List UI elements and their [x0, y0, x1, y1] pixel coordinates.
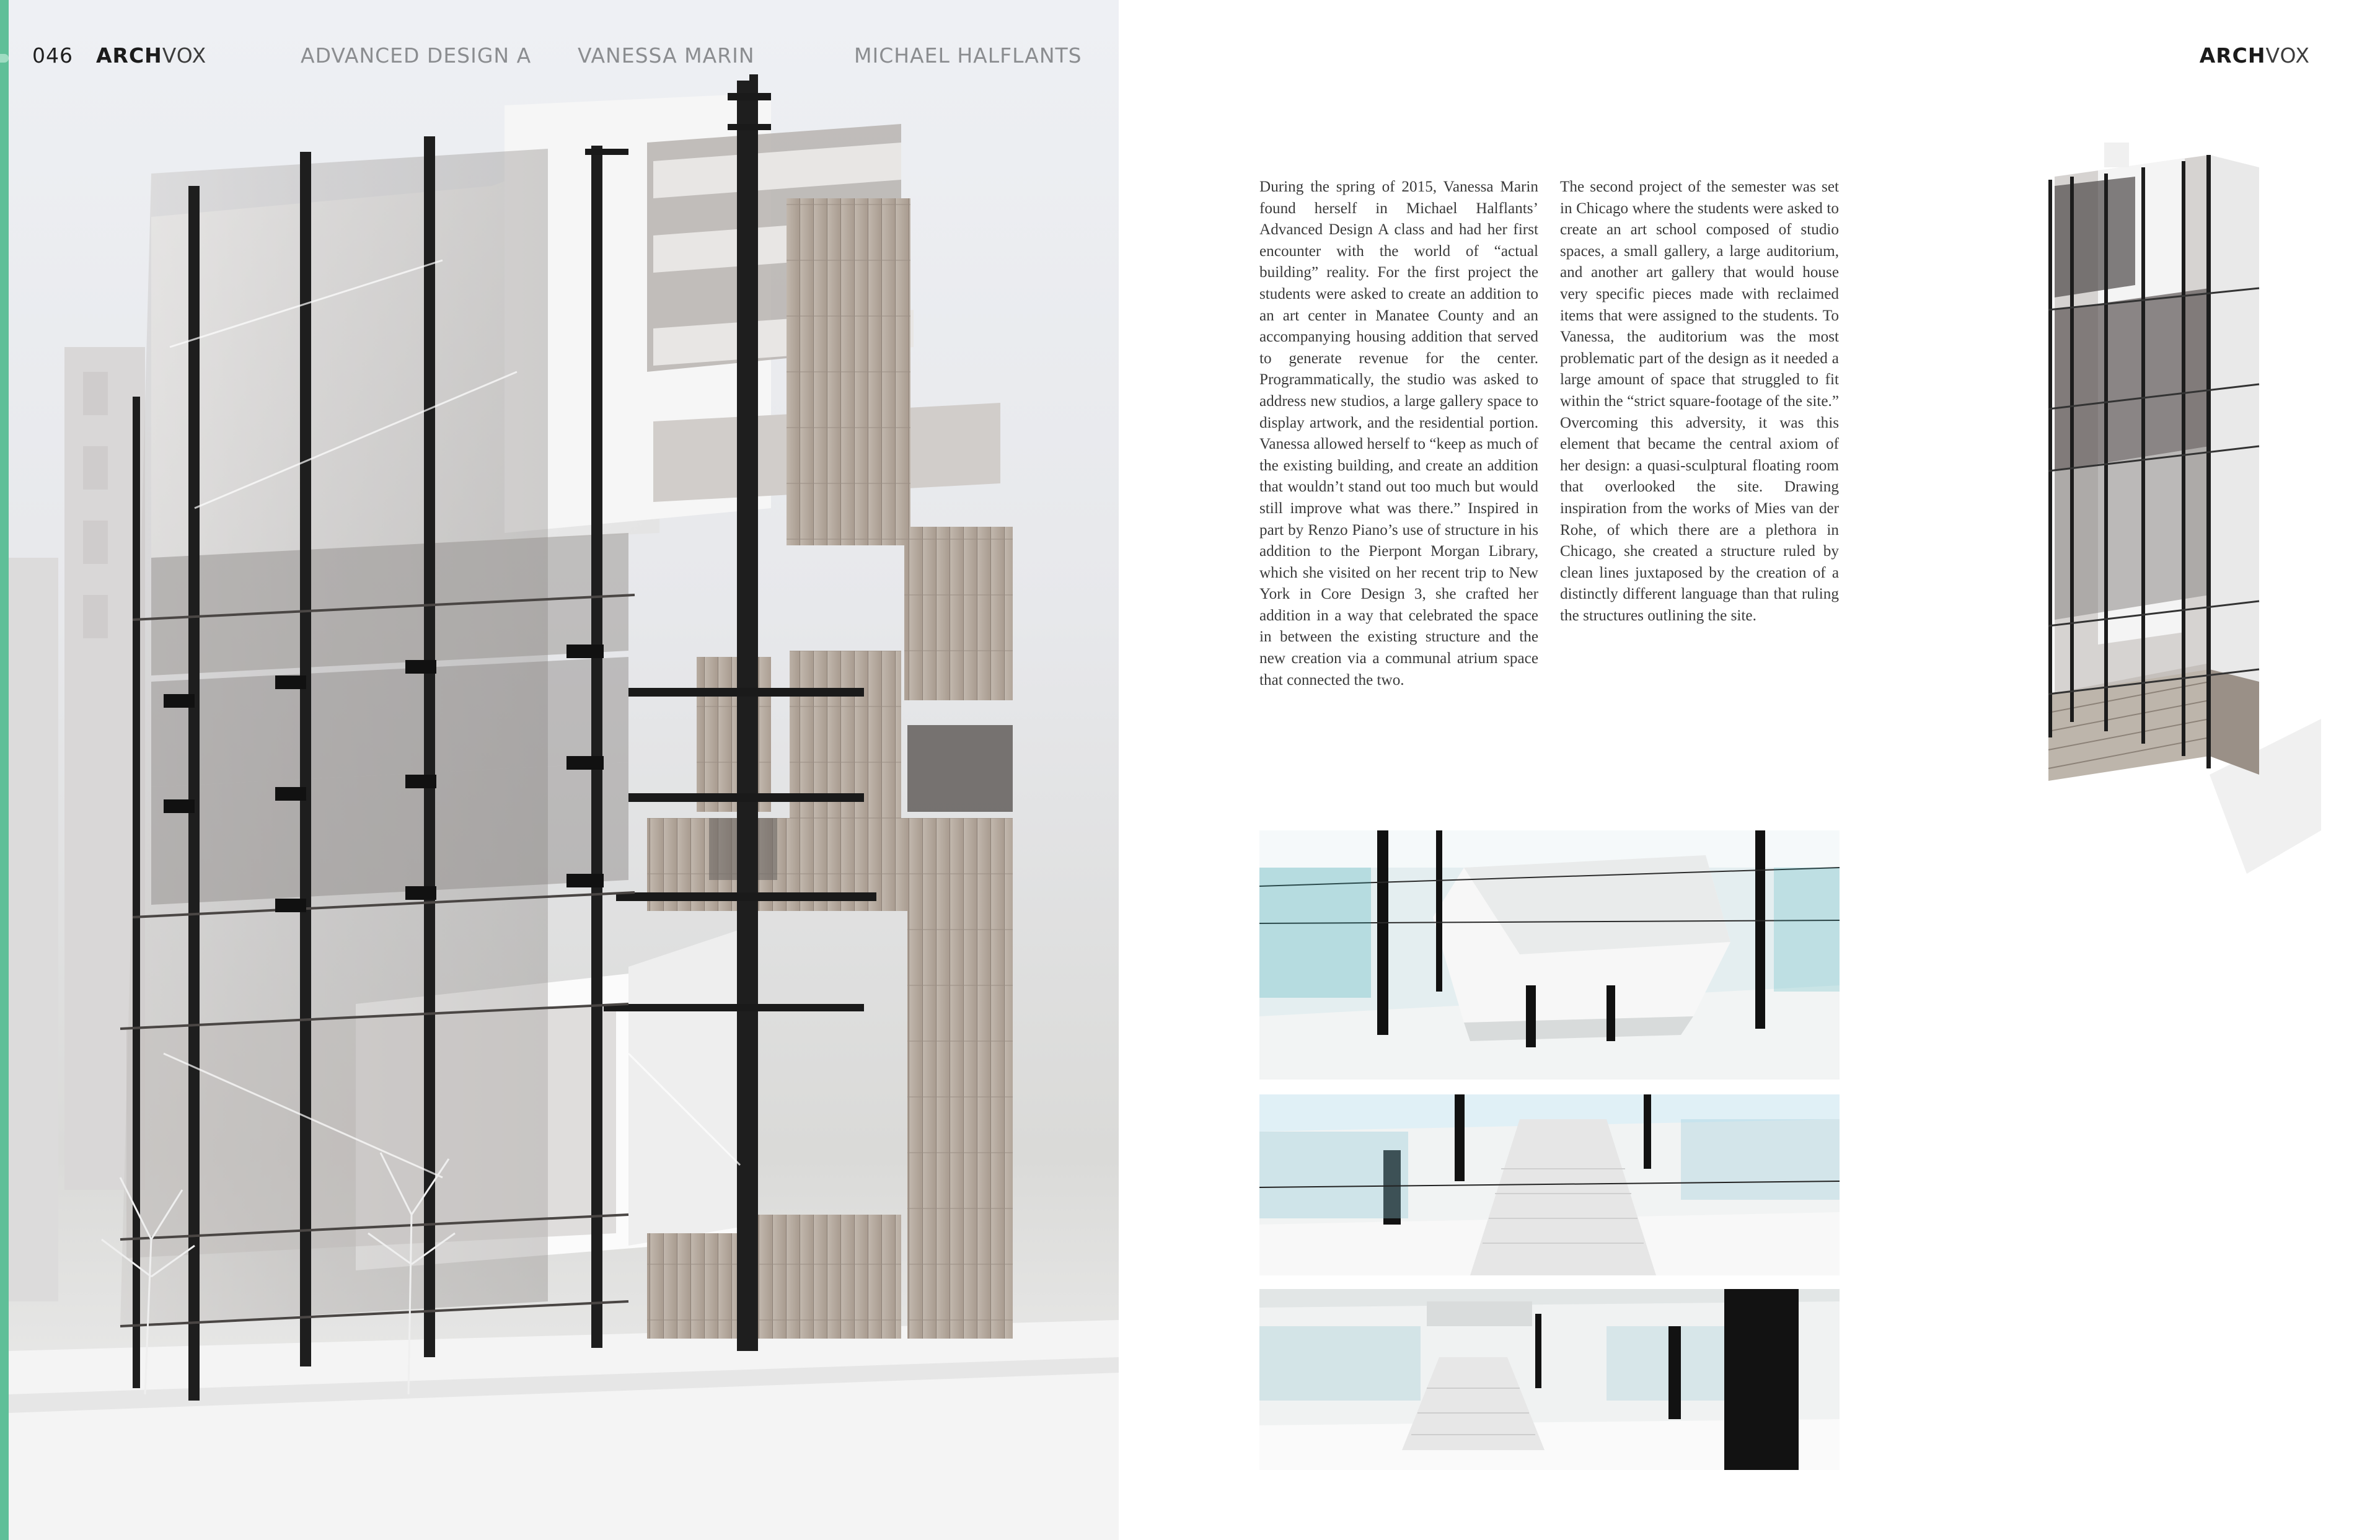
- article-column-2: The second project of the semester was set in Chicago where the students were asked to create an art school composed of studio spaces, a small gallery, a large auditorium, and another art gallery that would house very specific pieces made with reclaimed items that were assigned to the students. To Vanessa, the auditorium was the most problematic part of the design as it needed a large amount of space that struggled to fit within the “strict square-footage of the site.” Overcoming this adversity, it was this element that became the central axiom of her design: a quasi-sculptural floating room that overlooked the site. Drawing inspiration from the works of Mies van der Rohe, of which there are a plethora in Chicago, she created a structure ruled by clean lines juxtaposed by the creation of a distinctly different language than that ruling the structures outlining the site.: [1560, 178, 1839, 624]
- logo-light: VOX: [2265, 43, 2310, 68]
- interior-render-1: [1259, 830, 1840, 1080]
- logo-bold: ARCH: [2199, 43, 2266, 68]
- logo-bold: ARCH: [96, 43, 162, 68]
- accent-dot: [0, 54, 9, 63]
- right-page: [1119, 0, 2380, 1540]
- page-number: 046: [32, 43, 73, 68]
- professor-name: MICHAEL HALFLANTS: [854, 43, 1082, 68]
- student-name: VANESSA MARIN: [578, 43, 755, 68]
- article-column-1: During the spring of 2015, Vanessa Marin found herself in Michael Halflants’ Advanced Design A class and had her first encounter with the world of “actual building” reality. For the first project the students were asked to create an addition to an art center in Manatee County and an accompanying housing addition that served to generate revenue for the center. Programmatically, the studio was asked to address new studios, a large gallery space to display artwork, and the residential portion. Vanessa allowed herself to “keep as much of the existing building, and create an addition that wouldn’t stand out too much but would still improve what was there.” Inspired in part by Renzo Piano’s use of structure in his addition to the Pierpont Morgan Library, which she visited on her recent trip to New York in Core Design 3, she crafted her addition in a way that celebrated the space in between the existing structure and the new creation via a communal atrium space that connected the two.: [1259, 178, 1538, 689]
- interior-render-2: [1259, 1094, 1840, 1275]
- archvox-logo-right: [2200, 43, 2310, 68]
- logo-light: VOX: [162, 43, 207, 68]
- accent-bar: [0, 0, 9, 1540]
- left-page: [0, 0, 1119, 1540]
- archvox-logo: [96, 43, 206, 68]
- building-model-photo: [9, 0, 1119, 1540]
- course-title: ADVANCED DESIGN A: [301, 43, 532, 68]
- tower-model-photo: [1949, 124, 2321, 880]
- interior-render-3: [1259, 1289, 1840, 1470]
